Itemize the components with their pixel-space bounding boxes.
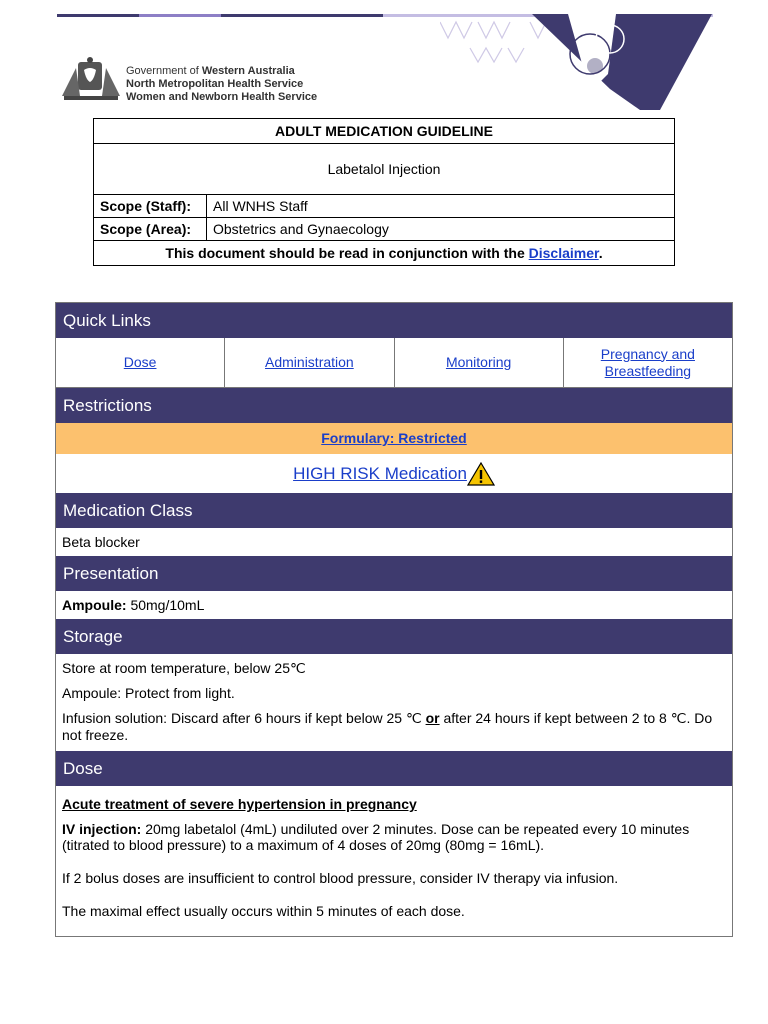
quick-link-monitoring[interactable]: Monitoring — [445, 354, 512, 370]
high-risk-link[interactable]: HIGH RISK Medication — [293, 463, 467, 483]
dose-paragraph-2: If 2 bolus doses are insufficient to control blood pressure, consider IV therapy via infusion. — [62, 870, 619, 886]
quick-link-administration[interactable]: Administration — [265, 354, 354, 370]
high-risk-row — [56, 454, 732, 493]
warning-triangle-icon — [467, 462, 495, 486]
org-line2: North Metropolitan Health Service — [126, 78, 304, 90]
dose-iv-paragraph — [62, 821, 726, 853]
read-prefix: This document should be read in conjunction with the — [165, 245, 525, 261]
storage-line-3b: after 24 hours if kept between 2 to 8 ℃. Do not freeze. — [62, 710, 713, 743]
government-crest-icon — [58, 56, 124, 104]
read-with-disclaimer — [94, 241, 675, 266]
formulary-restricted-link[interactable]: Formulary: Restricted — [321, 430, 467, 446]
header-rule-2 — [139, 14, 221, 17]
header-rule-3 — [221, 14, 383, 17]
org-line1-strong: Western Australia — [201, 65, 295, 77]
document-title: Labetalol Injection — [94, 144, 675, 195]
quick-link-dose[interactable]: Dose — [123, 354, 157, 370]
document-kind: ADULT MEDICATION GUIDELINE — [94, 119, 675, 144]
scope-area-value: Obstetrics and Gynaecology — [207, 218, 675, 241]
guideline-body — [55, 302, 733, 937]
storage-line-3a: Infusion solution: Discard after 6 hours if kept below 25 ℃ — [62, 710, 426, 726]
org-line1-prefix: Government of — [126, 65, 199, 77]
storage-content — [56, 654, 732, 751]
read-suffix: . — [598, 245, 603, 261]
org-line3: Women and Newborn Health Service — [126, 91, 318, 103]
organisation-logo — [58, 56, 328, 106]
quick-link-cell — [564, 338, 732, 387]
storage-line-1: Store at room temperature, below 25℃ — [62, 660, 306, 676]
disclaimer-link[interactable]: Disclaimer — [528, 245, 599, 261]
storage-or: or — [425, 710, 440, 726]
dose-subheading: Acute treatment of severe hypertension in pregnancy — [62, 796, 417, 812]
header-rule-1 — [57, 14, 139, 17]
header-decoration — [440, 14, 715, 114]
presentation-row — [56, 591, 732, 619]
presentation-heading: Presentation — [56, 556, 732, 591]
dose-heading: Dose — [56, 751, 732, 786]
storage-line-3 — [62, 710, 726, 744]
scope-staff-value: All WNHS Staff — [207, 195, 675, 218]
quick-links-row — [56, 338, 732, 388]
presentation-value: 50mg/10mL — [126, 597, 205, 613]
document-header-table — [93, 118, 675, 266]
presentation-label: Ampoule: — [62, 597, 127, 613]
quick-link-cell — [225, 338, 394, 387]
scope-area-label: Scope (Area): — [94, 218, 207, 241]
restrictions-heading: Restrictions — [56, 388, 732, 423]
quick-links-heading: Quick Links — [56, 303, 732, 338]
medication-class-value: Beta blocker — [62, 534, 140, 550]
medication-class-heading: Medication Class — [56, 493, 732, 528]
dose-iv-text: 20mg labetalol (4mL) undiluted over 2 minutes. Dose can be repeated every 10 minutes (titrated to blood pressure) to a maximum of 4 doses of 20mg (80mg = 16mL). — [62, 821, 690, 853]
quick-link-pregnancy-breastfeeding[interactable]: Pregnancy and Breastfeeding — [600, 345, 695, 379]
storage-line-2: Ampoule: Protect from light. — [62, 685, 235, 701]
dose-iv-label: IV injection: — [62, 821, 142, 837]
formulary-row — [56, 423, 732, 454]
scope-staff-label: Scope (Staff): — [94, 195, 207, 218]
dose-paragraph-3: The maximal effect usually occurs within 5 minutes of each dose. — [62, 903, 465, 919]
dose-content — [56, 786, 732, 919]
quick-link-cell — [56, 338, 225, 387]
storage-heading: Storage — [56, 619, 732, 654]
quick-link-cell — [395, 338, 564, 387]
